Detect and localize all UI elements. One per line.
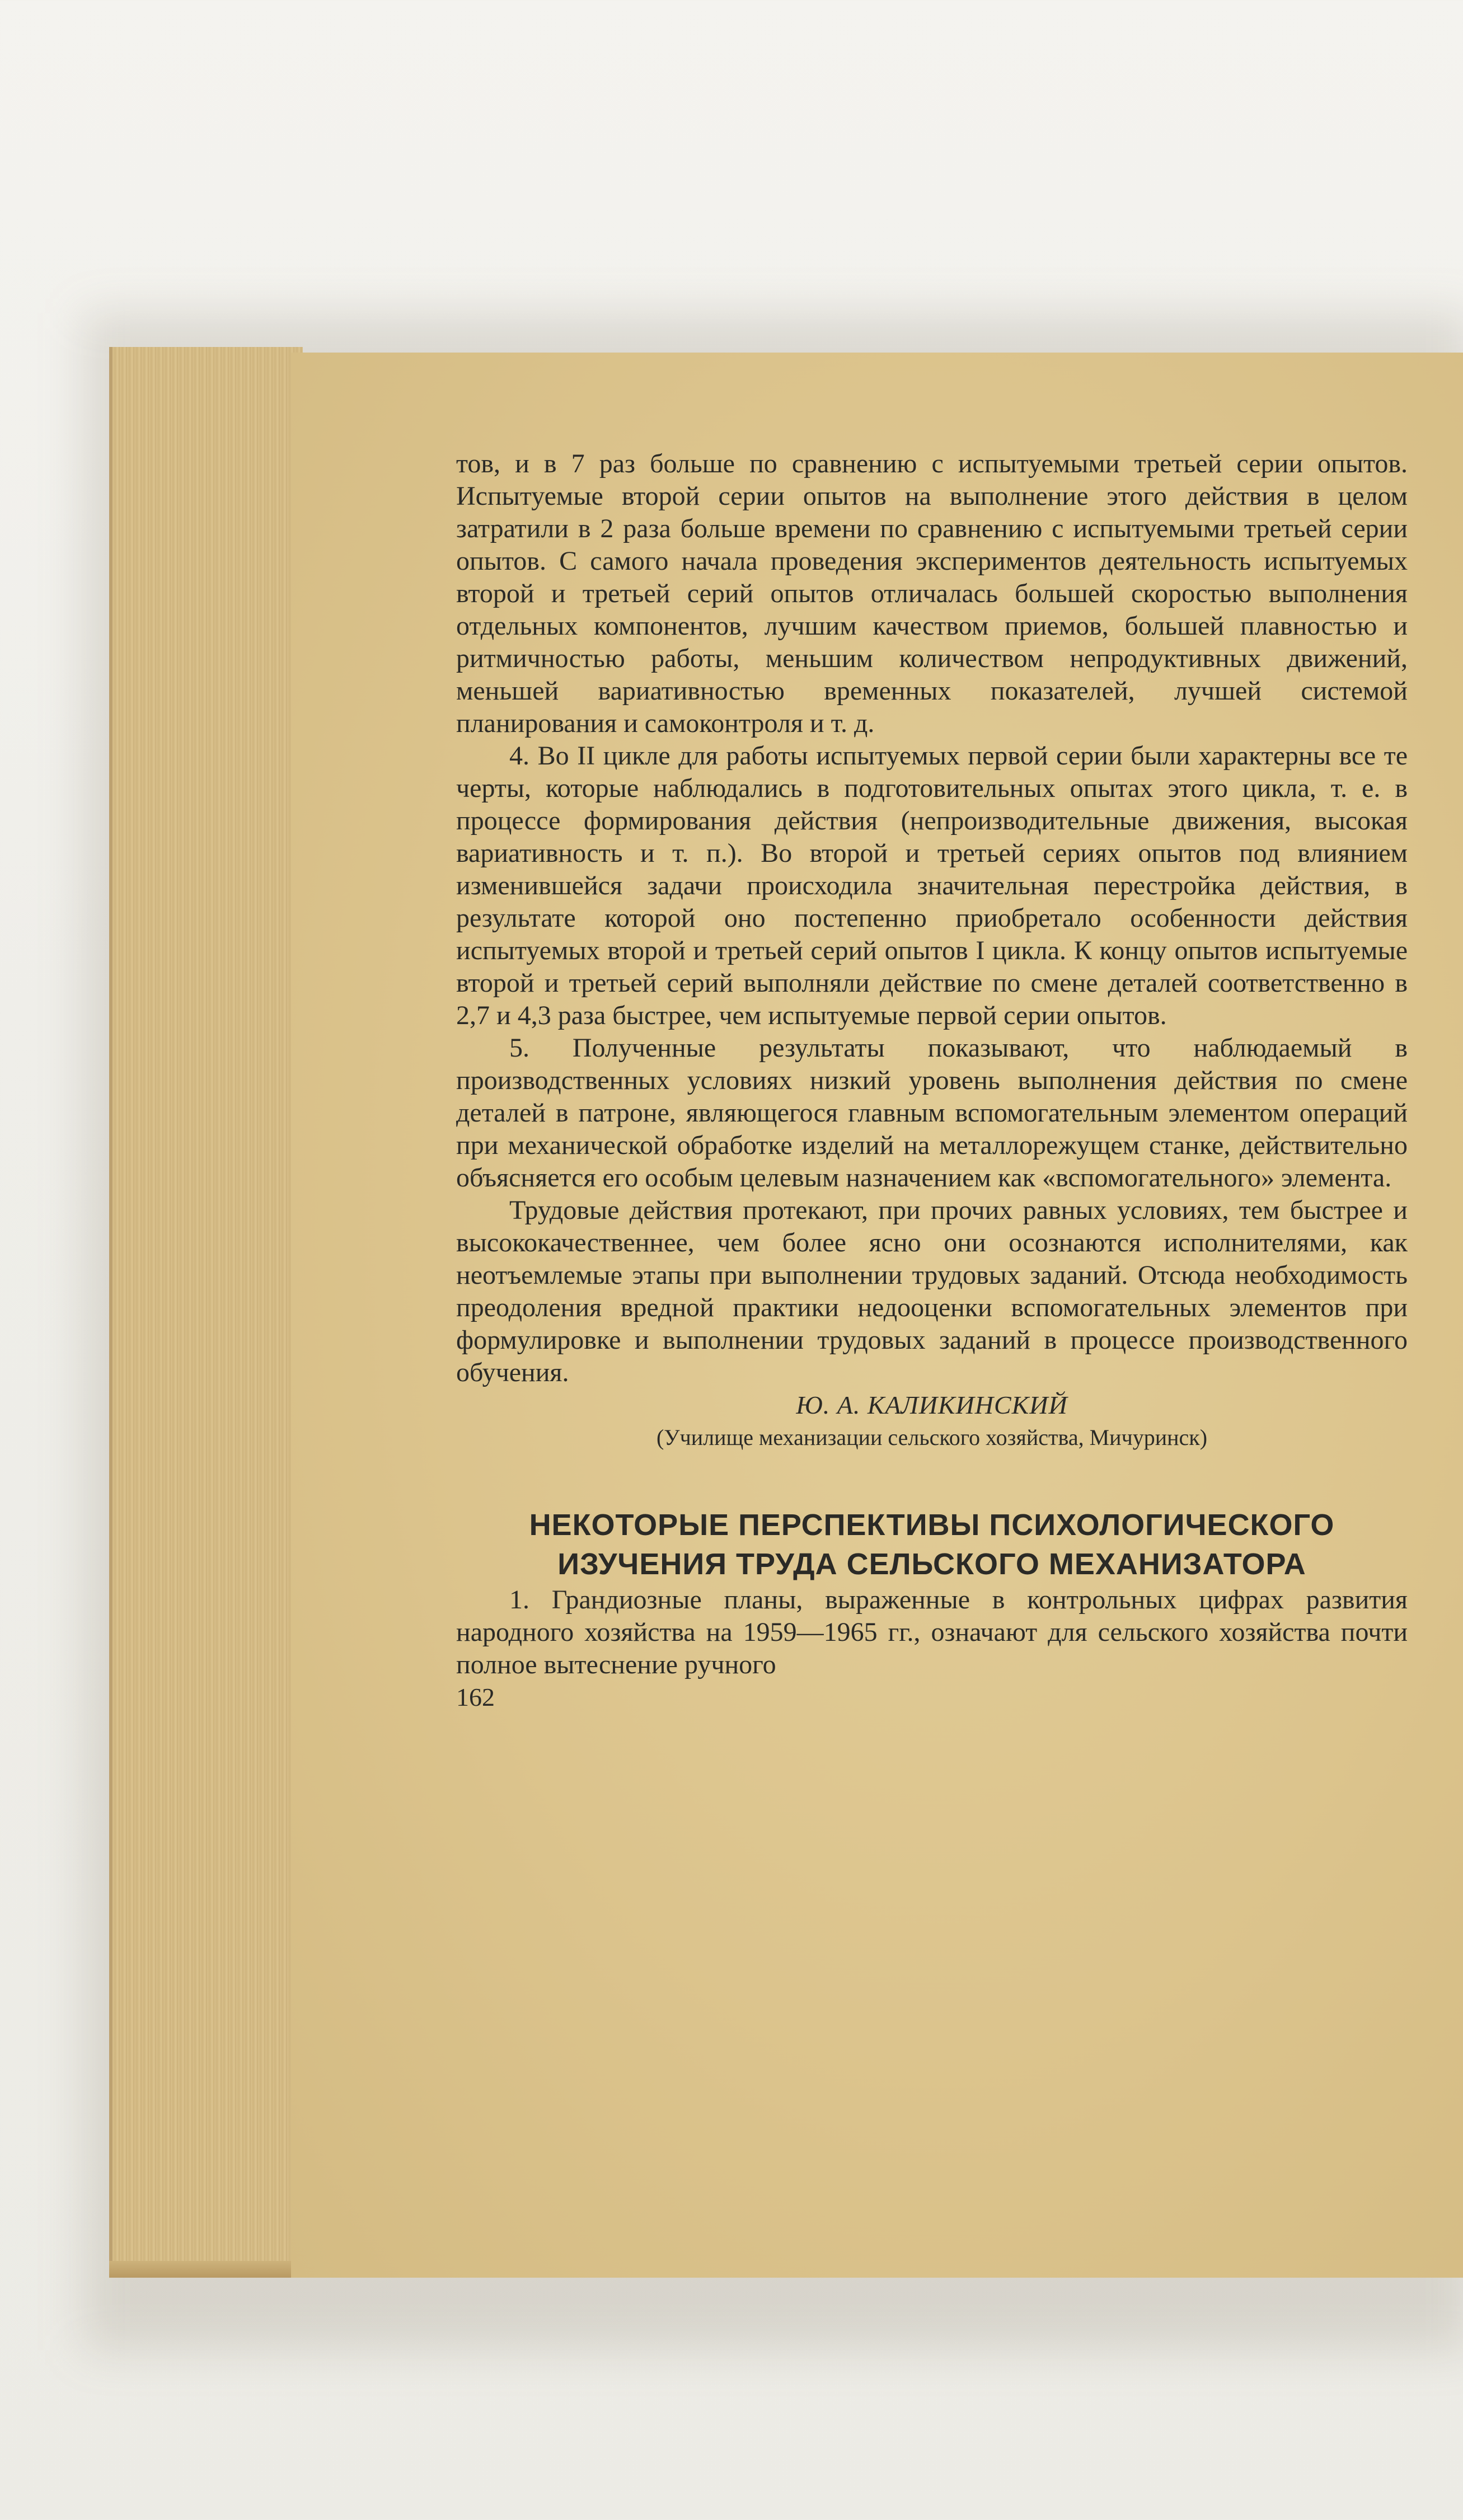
article-title	[456, 1505, 1408, 1584]
paragraph-continued: тов, и в 7 раз больше по сравнению с испытуемыми третьей серии опытов. Испытуемые второй серии опытов на выполнение этого действия в целом затратили в 2 раза больше времени по сравнению с испытуемыми третьей серии опытов. С самого начала проведения экспериментов деятельность испытуемых второй и третьей серий опытов отличалась большей скоростью выполнения отдельных компонентов, лучшим качеством приемов, большей плавностью и ритмичностью работы, меньшим количеством непродуктивных движений, меньшей вариативностью временных показателей, лучшей системой планирования и самоконтроля и т. д.	[456, 449, 1408, 738]
author-affiliation: (Училище механизации сельского хозяйства, Мичуринск)	[656, 1425, 1208, 1450]
paragraph-conclusion: Трудовые действия протекают, при прочих равных условиях, тем быстрее и высококачественнее, чем более ясно они осознаются исполнителями, как неотъемлемые этапы при выполнении трудовых заданий. Отсюда необходимость преодоления вредной практики недооценки вспомогательных элементов при формулировке и выполнении трудовых заданий в процессе производственного обучения.	[456, 1195, 1408, 1387]
book-page-edges	[109, 347, 303, 2272]
page-number: 162	[456, 1683, 495, 1711]
paragraph-point-4: 4. Во II цикле для работы испытуемых первой серии были характерны все те черты, которые наблюдались в подготовительных опытах этого цикла, т. е. в процессе формирования действия (непроизводительные движения, высокая вариативность и т. п.). Во второй и третьей сериях опытов под влиянием изменившейся задачи происходила значительная перестройка действия, в результате которой оно постепенно приобретало особенности действия испытуемых второй и третьей серий опытов I цикла. К концу опытов испытуемые второй и третьей серий выполняли действие по смене деталей соответственно в 2,7 и 4,3 раза быстрее, чем испытуемые первой серии опытов.	[456, 741, 1408, 1030]
paragraph-point-5: 5. Полученные результаты показывают, что наблюдаемый в производственных условиях низкий уровень выполнения действия по смене деталей в патроне, являющегося главным вспомогательным элементом операций при механической обработке изделий на металлорежущем станке, действительно объясняется его особым целевым назначением как «вспомогательного» элемента.	[456, 1033, 1408, 1193]
author-name: Ю. А. КАЛИКИНСКИЙ	[796, 1391, 1068, 1419]
paragraph-point-1: 1. Грандиозные планы, выраженные в контрольных цифрах развития народного хозяйства на 1959—1965 гг., означают для сельского хозяйства почти полное вытеснение ручного	[456, 1585, 1408, 1679]
page-text	[456, 448, 1408, 1714]
article-title-line-1: НЕКОТОРЫЕ ПЕРСПЕКТИВЫ ПСИХОЛОГИЧЕСКОГО	[529, 1508, 1335, 1542]
article-title-line-2: ИЗУЧЕНИЯ ТРУДА СЕЛЬСКОГО МЕХАНИЗАТОРА	[557, 1547, 1306, 1581]
